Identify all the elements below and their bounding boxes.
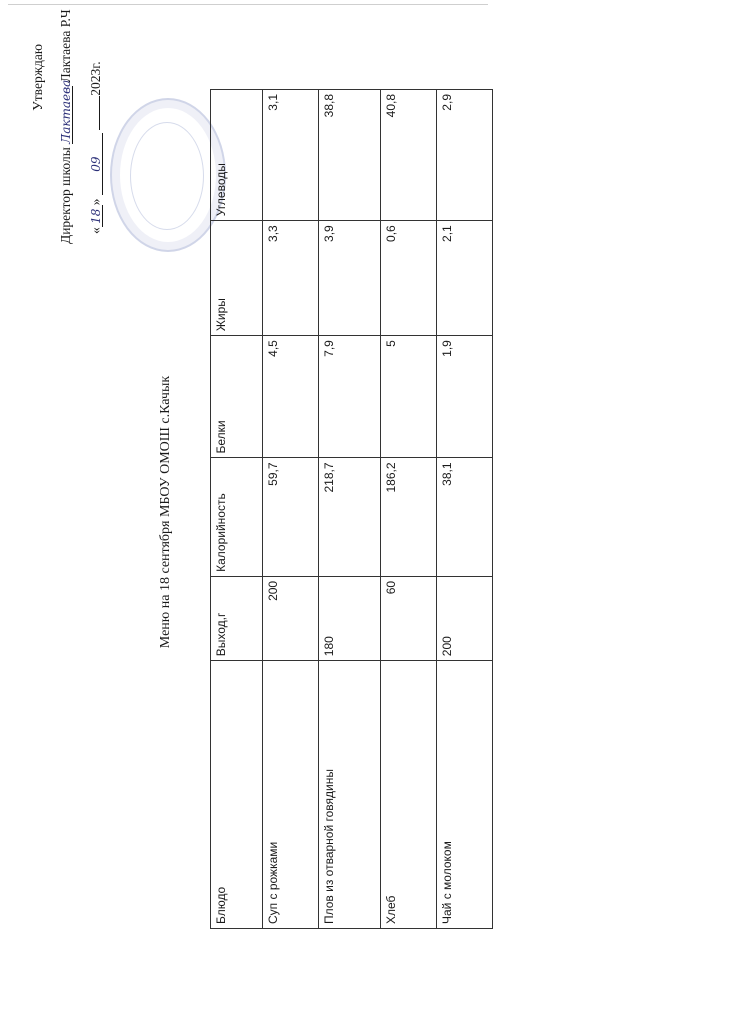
- dish-name: Чай с молоком: [437, 661, 493, 929]
- table-row: [263, 90, 319, 929]
- approval-date: «18» 09 2023г.: [85, 61, 104, 234]
- date-month-blank: [88, 133, 103, 195]
- dish-protein: 7,9: [319, 336, 381, 458]
- table-row: [319, 90, 381, 929]
- dish-name: Суп с рожками: [263, 661, 319, 929]
- dish-fat: 3,9: [319, 221, 381, 336]
- director-name: Лактаева Р.Ч: [58, 9, 73, 83]
- header-yield: Выход,г: [211, 576, 263, 660]
- dish-calories: 186,2: [381, 458, 437, 576]
- dish-fat: 0,6: [381, 221, 437, 336]
- dish-yield: 200: [437, 576, 493, 660]
- approve-label: Утверждаю: [30, 44, 45, 111]
- director-signature: Лактаева: [59, 79, 73, 144]
- dish-yield: 200: [263, 576, 319, 660]
- table-row: [437, 90, 493, 929]
- menu-title: Меню на 18 сентября МБОУ ОМОШ с.Качык: [158, 375, 173, 649]
- dish-carbs: 3,1: [263, 90, 319, 221]
- signature-blank: [58, 79, 73, 144]
- date-year: 2023г.: [88, 61, 103, 96]
- director-line: [58, 9, 74, 244]
- dish-name: Хлеб: [381, 661, 437, 929]
- table-row: [381, 90, 437, 929]
- dish-carbs: 38,8: [319, 90, 381, 221]
- dish-yield: 60: [381, 576, 437, 660]
- header-dish: Блюдо: [211, 661, 263, 929]
- dish-fat: 3,3: [263, 221, 319, 336]
- dish-fat: 2,1: [437, 221, 493, 336]
- dish-carbs: 40,8: [381, 90, 437, 221]
- dish-yield: 180: [319, 576, 381, 660]
- table-header-row: [211, 90, 263, 929]
- dish-calories: 38,1: [437, 458, 493, 576]
- dish-carbs: 2,9: [437, 90, 493, 221]
- dish-calories: 59,7: [263, 458, 319, 576]
- dish-protein: 4,5: [263, 336, 319, 458]
- date-year-blank: [85, 96, 100, 130]
- dish-name: Плов из отварной говядины: [319, 661, 381, 929]
- date-month: 09: [89, 156, 103, 172]
- dish-protein: 1,9: [437, 336, 493, 458]
- date-day-blank: [88, 205, 103, 227]
- menu-table: [210, 89, 493, 929]
- header-carbs: Углеводы: [211, 90, 263, 221]
- date-day: 18: [89, 208, 103, 224]
- header-protein: Белки: [211, 336, 263, 458]
- header-fat: Жиры: [211, 221, 263, 336]
- dish-protein: 5: [381, 336, 437, 458]
- header-calories: Калорийность: [211, 458, 263, 576]
- dish-calories: 218,7: [319, 458, 381, 576]
- director-label: Директор школы: [58, 147, 73, 244]
